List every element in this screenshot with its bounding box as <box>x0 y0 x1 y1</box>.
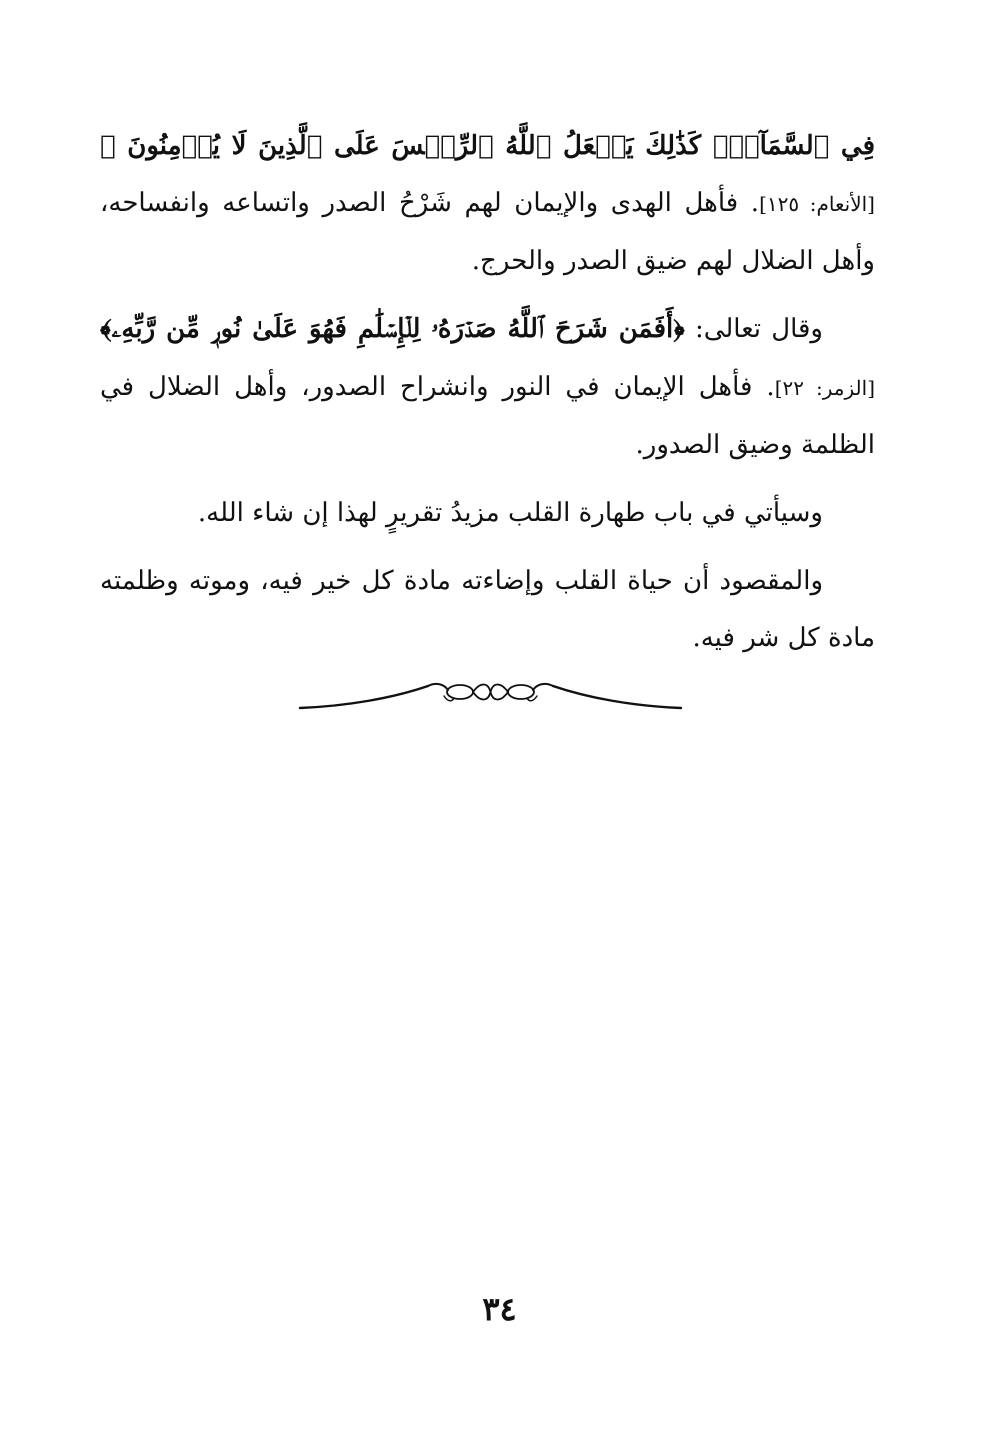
ornamental-divider-icon <box>298 672 683 716</box>
page-number: ٣٤ <box>482 1290 517 1328</box>
paragraph-3 <box>100 485 875 542</box>
paragraph-2-text: . فأهل الإيمان في النور وانشراح الصدور، وأهل الضلال في الظلمة وضيق الصدور. <box>100 372 875 460</box>
paragraph-3-text: وسيأتي في باب طهارة القلب مزيدُ تقريرٍ لهذا إن شاء الله. <box>197 498 823 528</box>
verse-reference-2: [الزمر: ٢٢] <box>774 376 875 400</box>
paragraph-2-lead: وقال تعالى: <box>684 314 823 344</box>
paragraph-1 <box>100 118 875 290</box>
quran-verse-2: ﴿أَفَمَن شَرَحَ ٱللَّهُ صَدۡرَهُۥ لِلۡإِسۡلَٰمِ فَهُوَ عَلَىٰ نُورٖ مِّن رَّبِّهِۦ﴾ <box>100 314 685 344</box>
paragraph-4-text: والمقصود أن حياة القلب وإضاءته مادة كل خير فيه، وموته وظلمته مادة كل شر فيه. <box>100 566 875 653</box>
paragraph-1-text: . فأهل الهدى والإيمان لهم شَرْحُ الصدر واتساعه وانفساحه، وأهل الضلال لهم ضيق الصدر والحرج. <box>100 188 875 276</box>
quran-verse-1: فِي ٱلسَّمَآءِۚ كَذَٰلِكَ يَجۡعَلُ ٱللَّهُ ٱلرِّجۡسَ عَلَى ٱلَّذِينَ لَا يُؤۡمِنُونَ ﴾ <box>100 131 875 161</box>
body-text <box>100 118 875 678</box>
verse-reference-1: [الأنعام: ١٢٥] <box>759 192 875 216</box>
paragraph-2 <box>100 301 875 474</box>
paragraph-4 <box>100 553 875 667</box>
